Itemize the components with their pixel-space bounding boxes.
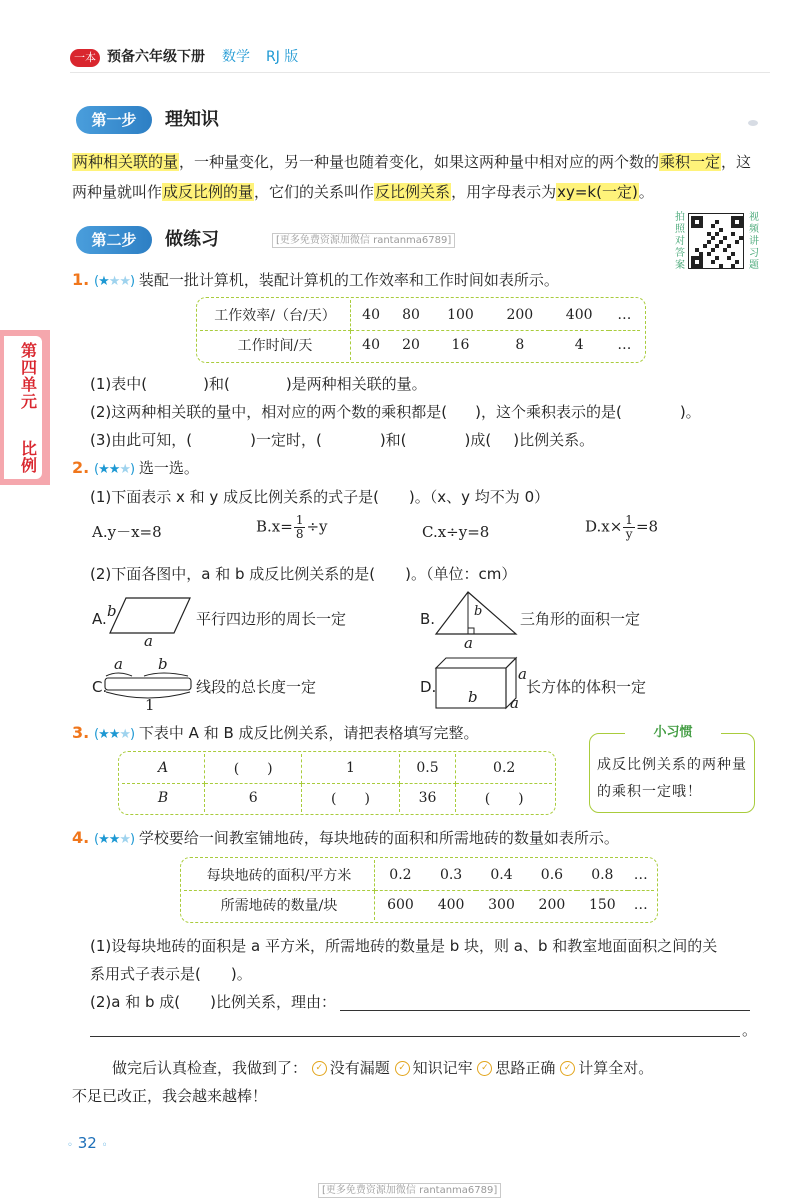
table-cell: 0.2 xyxy=(375,860,426,890)
highlighted-term: xy=k(一定) xyxy=(557,183,638,201)
table-row xyxy=(200,300,640,330)
table-cell: 1 xyxy=(302,754,399,783)
paragraph-text: ，它们的关系叫作 xyxy=(254,183,375,201)
qr-module xyxy=(727,256,731,260)
qr-module xyxy=(731,264,735,268)
qr-right-caption: 视频讲习题 xyxy=(749,212,759,271)
paragraph-text: 。 xyxy=(638,183,654,201)
table-cell: 400 xyxy=(437,897,465,914)
answer-line-2[interactable] xyxy=(90,1036,740,1037)
table-row xyxy=(184,890,654,920)
step1-title: 理知识 xyxy=(165,109,219,130)
qr-module xyxy=(719,240,723,244)
q1-sub1-text-c: )是两种相关联的量。 xyxy=(285,375,427,393)
fig-c-part-b: b xyxy=(158,655,168,673)
table-header-cell: 工作时间/天 xyxy=(200,330,351,360)
qr-code[interactable] xyxy=(688,213,744,269)
q2-sub1: (1)下面表示 x 和 y 成反比例关系的式子是( )。（x、y 均不为 0） xyxy=(90,488,550,506)
opt-d-post: =8 xyxy=(635,517,659,536)
table-cell: 0.4 xyxy=(476,860,526,890)
table-cell: 4 xyxy=(574,337,584,354)
table-header-cell: B xyxy=(122,783,205,812)
q1-text: 装配一批计算机，装配计算机的工作效率和工作时间如表所示。 xyxy=(138,271,559,289)
qr-module xyxy=(699,252,703,256)
check-icon[interactable]: ✓ xyxy=(560,1061,575,1076)
table-cell: 80 xyxy=(391,300,431,330)
paragraph-text: ，一种量变化，另一种量也随着变化，如果这两种量中相对应的两个数的 xyxy=(179,153,660,171)
habit-tip-text: 成反比例关系的两种量的乘积一定哦！ xyxy=(597,757,747,800)
paragraph-text: ，用字母表示为 xyxy=(451,183,557,201)
table-cell: 400 xyxy=(549,300,608,330)
table-cell: 6 xyxy=(205,783,302,812)
dot-icon: ◦ xyxy=(67,1140,73,1151)
fraction-denominator: 8 xyxy=(295,527,304,541)
table-cell: 8 xyxy=(515,337,525,354)
q1-sub1 xyxy=(90,372,427,396)
step2-badge: 第二步 xyxy=(76,226,152,254)
fraction xyxy=(294,514,306,541)
topic-label: 比例 xyxy=(20,439,37,475)
fig-a-side-b: b xyxy=(107,602,117,620)
fig-a-caption: 平行四边形的周长一定 xyxy=(196,610,347,628)
q1-sub3-text-d: )成( xyxy=(464,431,492,449)
qr-module xyxy=(711,224,715,228)
watermark-bottom: [更多免费资源加微信 rantanma6789] xyxy=(318,1183,501,1198)
page-number xyxy=(67,1134,107,1152)
fig-d-length: b xyxy=(468,688,478,706)
qr-module xyxy=(703,244,707,248)
q1-sub3-text-e: )比例关系。 xyxy=(513,431,595,449)
unit-label: 第四单元 xyxy=(20,341,37,411)
table-cell: 16 xyxy=(451,337,470,354)
table-cell: 600 xyxy=(387,897,414,914)
q1-sub1-text-b: )和( xyxy=(203,375,230,393)
q1-sub3 xyxy=(90,428,594,452)
check-item: 知识记牢 xyxy=(412,1059,473,1077)
page-number-text: 32 xyxy=(77,1134,97,1152)
q3-text: 下表中 A 和 B 成反比例关系，请把表格填写完整。 xyxy=(138,724,479,742)
q1-sub3-text-a: (3)由此可知，( xyxy=(90,431,193,449)
fraction-denominator: y xyxy=(625,527,633,541)
table-cell: 20 xyxy=(402,337,420,354)
q2-text: 选一选。 xyxy=(138,459,199,477)
table-cell: 0.2 xyxy=(456,754,552,783)
qr-module xyxy=(715,256,719,260)
qr-module xyxy=(739,236,743,240)
table-cell-blank[interactable]: ( ) xyxy=(302,783,399,812)
step1-badge: 第一步 xyxy=(76,106,152,134)
qr-module xyxy=(711,248,715,252)
qr-module xyxy=(715,244,719,248)
qr-module xyxy=(735,260,739,264)
q2-option-a[interactable]: A.y－x=8 xyxy=(92,523,162,541)
check-item: 计算全对。 xyxy=(578,1059,654,1077)
fig-a-label: A. xyxy=(92,610,107,628)
q2-option-b[interactable] xyxy=(256,514,328,541)
q1-sub1-text-a: (1)表中( xyxy=(90,375,148,393)
highlighted-term: 成反比例的量 xyxy=(163,183,254,201)
table-cell: 40 xyxy=(351,300,392,330)
check-icon[interactable]: ✓ xyxy=(395,1061,410,1076)
q2-number: 2. xyxy=(72,458,90,477)
fig-b-caption: 三角形的面积一定 xyxy=(520,610,641,628)
q3-stem xyxy=(72,721,479,747)
table-cell: 0.8 xyxy=(577,860,627,890)
step2-title: 做练习 xyxy=(165,229,219,250)
q1-table xyxy=(200,300,640,360)
highlighted-term: 反比例关系 xyxy=(375,183,451,201)
fig-d-width: a xyxy=(510,694,519,712)
qr-module xyxy=(711,260,715,264)
table-cell: 200 xyxy=(538,897,566,914)
difficulty-stars: (★★★) xyxy=(94,274,135,289)
q4-sub2: (2)a 和 b 成( )比例关系，理由： xyxy=(90,993,336,1011)
fig-d-label: D. xyxy=(420,678,437,696)
opt-d-pre: D.x× xyxy=(585,517,623,536)
table-cell: 150 xyxy=(588,897,616,914)
answer-line-1[interactable] xyxy=(340,1010,750,1011)
fig-a-side-a: a xyxy=(144,632,153,650)
q1-stem xyxy=(72,268,559,294)
qr-module xyxy=(731,232,735,236)
difficulty-stars: (★★★) xyxy=(94,727,135,742)
book-title: 预备六年级下册 xyxy=(107,49,205,65)
paragraph-text: ，这两种量就叫作 xyxy=(72,153,752,201)
table-cell: 100 xyxy=(431,300,490,330)
q4-table xyxy=(184,860,654,920)
decorative-mark xyxy=(748,120,758,126)
fraction xyxy=(623,514,635,541)
highlighted-term: 乘积一定 xyxy=(660,153,721,171)
self-check-intro: 做完后认真检查，我做到了： xyxy=(112,1059,308,1077)
fig-b-height: b xyxy=(474,604,483,619)
q4-sub1-line1: (1)设每块地砖的面积是 a 平方米，所需地砖的数量是 b 块，则 a、b 和教室地面面积之间的关 xyxy=(90,937,718,955)
check-icon[interactable]: ✓ xyxy=(477,1061,492,1076)
table-cell: … xyxy=(609,300,640,330)
opt-b-pre: B.x= xyxy=(256,517,293,536)
table-header-cell: 所需地砖的数量/块 xyxy=(184,890,375,920)
publisher-logo xyxy=(70,49,100,67)
q4-text: 学校要给一间教室铺地砖，每块地砖的面积和所需地砖的数量如表所示。 xyxy=(138,829,619,847)
fig-d-height: a xyxy=(518,665,527,683)
qr-module xyxy=(699,224,703,228)
subject-label: 数学 xyxy=(222,49,250,65)
q1-sub3-text-c: )和( xyxy=(379,431,407,449)
q4-number: 4. xyxy=(72,828,90,847)
fig-c-part-a: a xyxy=(114,655,123,673)
qr-module xyxy=(707,252,711,256)
table-cell: 200 xyxy=(490,300,549,330)
q2-option-c[interactable]: C.x÷y=8 xyxy=(422,523,490,541)
q2-option-d[interactable] xyxy=(585,514,658,541)
difficulty-stars: (★★★) xyxy=(94,462,135,477)
qr-module xyxy=(727,244,731,248)
table-row xyxy=(200,330,640,360)
check-item: 没有漏题 xyxy=(329,1059,390,1077)
fig-c-caption: 线段的总长度一定 xyxy=(196,678,317,696)
qr-module xyxy=(723,248,727,252)
qr-module xyxy=(735,240,739,244)
fig-b-base: a xyxy=(464,634,473,652)
table-cell-blank[interactable]: ( ) xyxy=(205,754,302,783)
q4-sub1-line2: 系用式子表示是( )。 xyxy=(90,965,252,983)
q2-sub2: (2)下面各图中，a 和 b 成反比例关系的是( )。（单位：cm） xyxy=(90,565,517,583)
header-divider xyxy=(70,72,770,73)
table-cell: 40 xyxy=(362,337,380,354)
highlighted-term: 两种相关联的量 xyxy=(73,153,179,171)
q1-sub2-text-b: )，这个乘积表示的是( xyxy=(475,403,622,421)
table-cell: 0.3 xyxy=(426,860,476,890)
self-check-line2: 不足已改正，我会越来越棒！ xyxy=(72,1087,268,1105)
qr-left-caption: 拍照对答案 xyxy=(675,212,685,271)
q1-sub2 xyxy=(90,400,701,424)
qr-module xyxy=(719,264,723,268)
opt-b-post: ÷y xyxy=(306,517,328,536)
table-header-cell: A xyxy=(122,754,205,783)
dot-icon: ◦ xyxy=(101,1140,108,1151)
table-cell: 0.6 xyxy=(527,860,577,890)
edition-label: RJ 版 xyxy=(266,49,299,65)
logo-text: 一本 xyxy=(74,51,96,64)
table-cell: … xyxy=(617,337,632,354)
qr-module xyxy=(715,220,719,224)
fig-c-label: C. xyxy=(92,678,108,696)
check-item: 思路正确 xyxy=(495,1059,556,1077)
qr-module xyxy=(723,236,727,240)
qr-module xyxy=(711,236,715,240)
table-row xyxy=(184,860,654,890)
fig-b-label: B. xyxy=(420,610,436,628)
qr-module xyxy=(715,232,719,236)
fig-c-total: 1 xyxy=(145,696,155,714)
q1-sub3-text-b: )一定时，( xyxy=(250,431,322,449)
fraction-numerator: 1 xyxy=(295,513,304,527)
fraction-numerator: 1 xyxy=(625,513,633,527)
qr-module xyxy=(699,264,703,268)
fig-d-caption: 长方体的体积一定 xyxy=(526,678,647,696)
parallelogram-figure xyxy=(108,596,192,636)
q3-table xyxy=(122,754,552,812)
table-cell-blank[interactable]: ( ) xyxy=(484,790,524,807)
self-check-line xyxy=(112,1056,653,1080)
qr-module xyxy=(707,240,711,244)
answer-end-mark: 。 xyxy=(742,1021,758,1039)
table-cell: 300 xyxy=(488,897,515,914)
check-icon[interactable]: ✓ xyxy=(312,1061,327,1076)
qr-module xyxy=(719,228,723,232)
q1-sub2-text-a: (2)这两种相关联的量中，相对应的两个数的乘积都是( xyxy=(90,403,448,421)
table-header-cell: 每块地砖的面积/平方米 xyxy=(184,860,375,890)
q1-number: 1. xyxy=(72,270,90,289)
q4-stem xyxy=(72,826,619,852)
difficulty-stars: (★★★) xyxy=(94,832,135,847)
q2-stem xyxy=(72,456,199,482)
qr-module xyxy=(731,252,735,256)
table-cell: … xyxy=(633,897,648,914)
q3-number: 3. xyxy=(72,723,90,742)
qr-module xyxy=(739,224,743,228)
table-header-cell: 工作效率/（台/天） xyxy=(200,300,351,330)
table-cell: … xyxy=(628,860,654,890)
table-row xyxy=(122,783,552,812)
table-cell: 36 xyxy=(399,783,456,812)
knowledge-paragraph xyxy=(72,147,762,207)
habit-tip-title: 小习惯 xyxy=(625,724,721,742)
table-cell: 0.5 xyxy=(399,754,456,783)
q1-sub2-text-c: )。 xyxy=(679,403,701,421)
table-row xyxy=(122,754,552,783)
watermark-top: [更多免费资源加微信 rantanma6789] xyxy=(272,233,455,248)
